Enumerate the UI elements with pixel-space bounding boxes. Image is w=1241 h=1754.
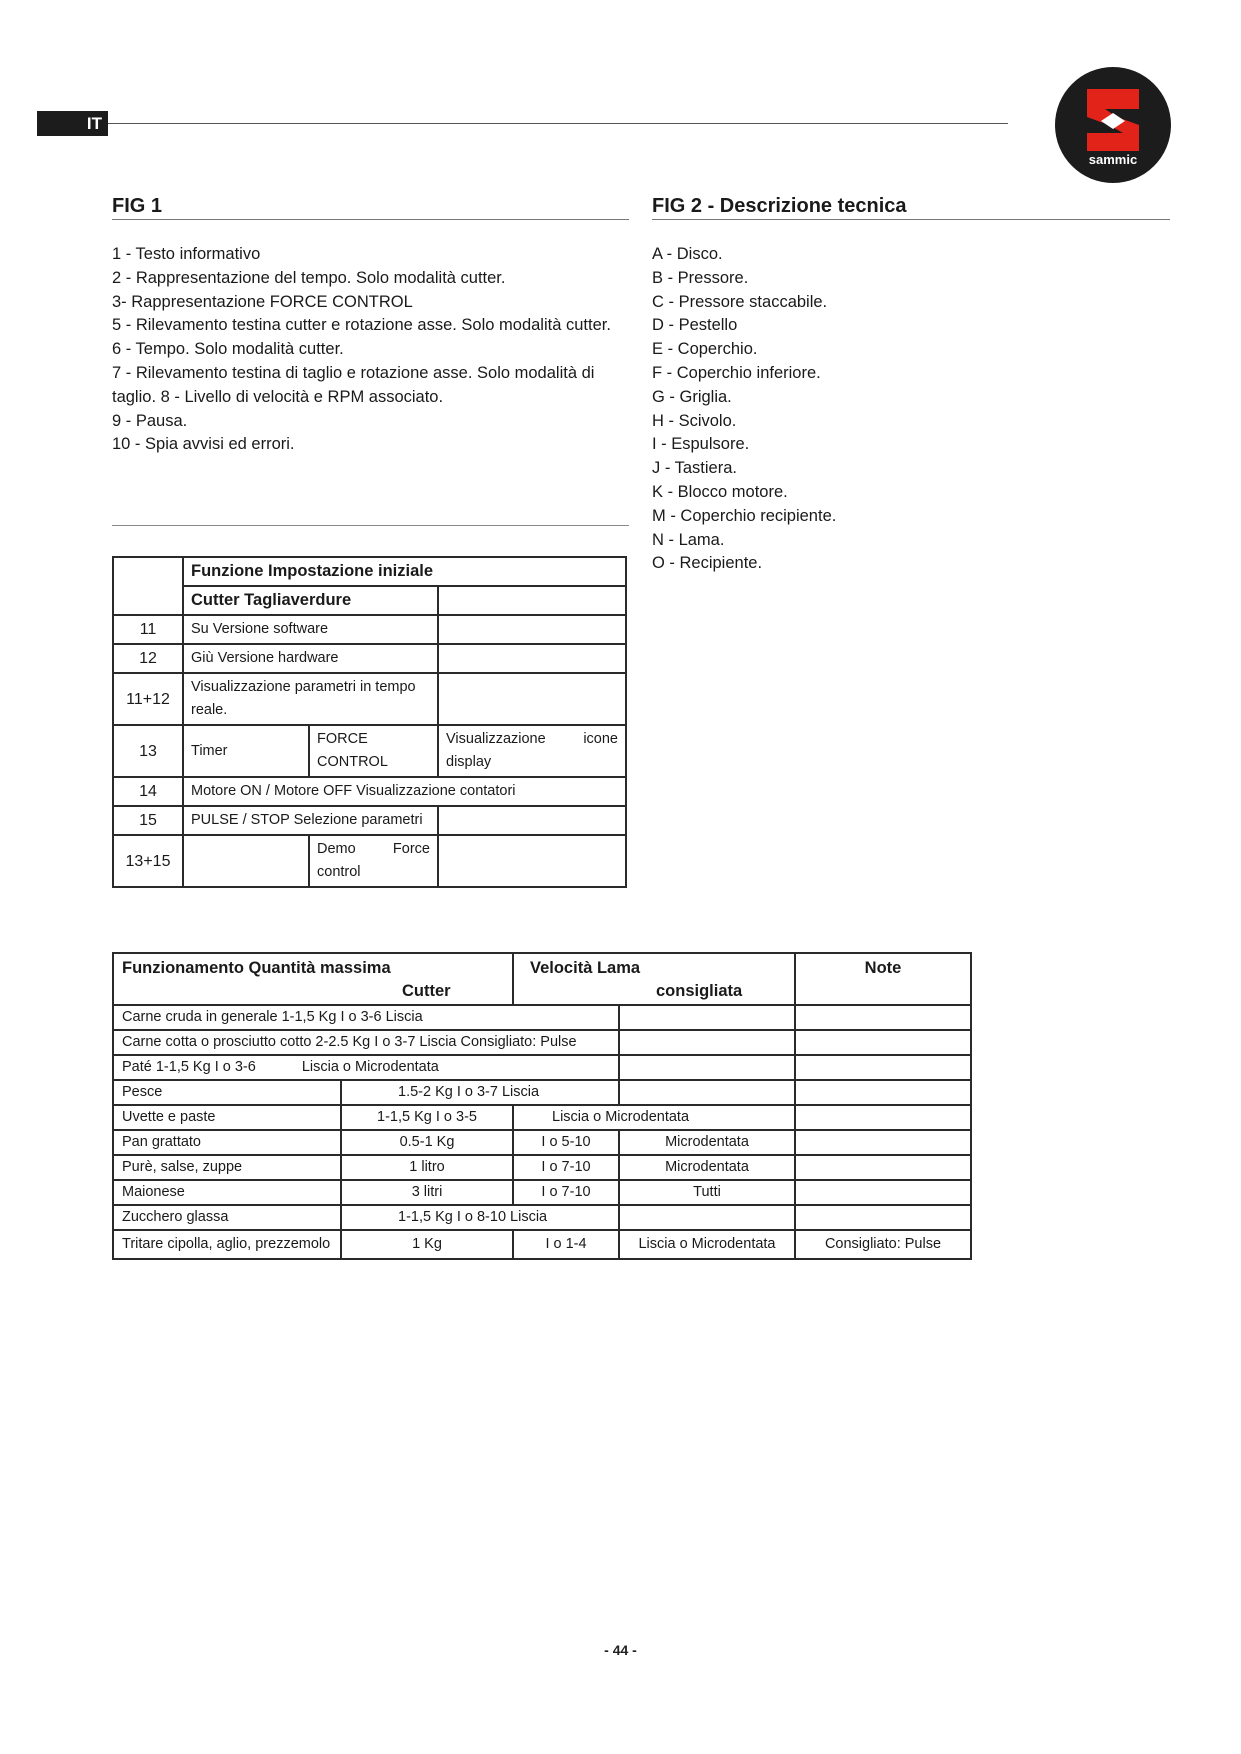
table-cell: Zucchero glassa	[113, 1205, 341, 1230]
fig1-heading: FIG 1	[112, 195, 629, 220]
header-line: Velocità Lama	[530, 959, 641, 977]
table-cell: Liscia o Microdentata	[619, 1230, 795, 1259]
table-cell	[795, 1155, 971, 1180]
header-line: consigliata	[656, 982, 743, 1000]
table-cell: Visualizzazione parametri in tempo reale.	[183, 673, 438, 725]
table-header-row	[113, 557, 626, 586]
brand-text: sammic	[1088, 152, 1138, 167]
table-cell: Tutti	[619, 1180, 795, 1205]
sammic-logo	[1053, 65, 1173, 185]
table-cell: Demo Force control	[309, 835, 438, 887]
header-rule	[108, 123, 1008, 124]
table-cell: I o 1-4	[513, 1230, 619, 1259]
list-item: K - Blocco motore.	[652, 482, 788, 501]
table-row	[113, 1080, 971, 1105]
table-row	[113, 1055, 971, 1080]
list-item: E - Coperchio.	[652, 340, 758, 359]
table-cell: Pesce	[113, 1080, 341, 1105]
list-item: 10 - Spia avvisi ed errori.	[112, 435, 295, 454]
table-key-cell: 12	[113, 644, 183, 673]
list-item: I - Espulsore.	[652, 435, 750, 454]
list-item: O - Recipiente.	[652, 554, 763, 573]
table-cell	[795, 1080, 971, 1105]
list-item: B - Pressore.	[652, 268, 749, 287]
language-tab: IT	[37, 111, 108, 136]
table-cell	[438, 673, 626, 725]
table-row	[113, 644, 626, 673]
fig2-list	[652, 243, 1052, 576]
table-cell: Carne cotta o prosciutto cotto 2-2.5 Kg I o 3-7 Liscia Consigliato: Pulse	[113, 1030, 619, 1055]
list-item: C - Pressore staccabile.	[652, 292, 828, 311]
table-row	[113, 673, 626, 725]
table-cell: Liscia o Microdentata	[513, 1105, 795, 1130]
table-row	[113, 1155, 971, 1180]
table-cell: I o 7-10	[513, 1180, 619, 1205]
table-cell	[183, 835, 309, 887]
table-cell	[795, 1205, 971, 1230]
table-cell: Tritare cipolla, aglio, prezzemolo	[113, 1230, 341, 1259]
list-item: J - Tastiera.	[652, 459, 737, 478]
settings-table	[112, 556, 627, 888]
table-row	[113, 1005, 971, 1030]
section-divider	[112, 525, 629, 526]
table-row	[113, 1230, 971, 1259]
table-key-cell: 13+15	[113, 835, 183, 887]
table-cell: Consigliato: Pulse	[795, 1230, 971, 1259]
list-item: N - Lama.	[652, 530, 725, 549]
table-row	[113, 615, 626, 644]
table-key-cell: 11	[113, 615, 183, 644]
table-cell: 1-1,5 Kg I o 8-10 Liscia	[341, 1205, 619, 1230]
list-item: 1 - Testo informativo	[112, 245, 261, 263]
table-cell: Microdentata	[619, 1130, 795, 1155]
table-header-cell	[513, 953, 795, 1005]
table-header-cell	[113, 953, 513, 1005]
list-item: G - Griglia.	[652, 387, 732, 406]
cell-text: Paté 1-1,5 Kg I o 3-6	[122, 1059, 256, 1075]
table-cell	[438, 586, 626, 615]
table-cell: 1 litro	[341, 1155, 513, 1180]
table-key-cell: 14	[113, 777, 183, 806]
table-cell: I o 5-10	[513, 1130, 619, 1155]
list-item: 5 - Rilevamento testina cutter e rotazione asse. Solo modalità cutter.	[112, 316, 611, 335]
table-cell: Pan grattato	[113, 1130, 341, 1155]
table-cell	[438, 806, 626, 835]
table-row	[113, 806, 626, 835]
list-item: F - Coperchio inferiore.	[652, 363, 821, 382]
table-row	[113, 835, 626, 887]
table-row	[113, 1105, 971, 1130]
table-cell	[795, 1055, 971, 1080]
table-cell: 0.5-1 Kg	[341, 1130, 513, 1155]
list-item: 3- Rappresentazione FORCE CONTROL	[112, 292, 413, 311]
list-item: H - Scivolo.	[652, 411, 737, 430]
table-row	[113, 1030, 971, 1055]
fig1-list	[112, 243, 624, 457]
table-cell: Microdentata	[619, 1155, 795, 1180]
table-cell	[113, 1055, 619, 1080]
sammic-logo-icon	[1053, 65, 1173, 185]
list-item: A - Disco.	[652, 245, 723, 263]
table-row	[113, 725, 626, 777]
table-header-row	[113, 953, 971, 1005]
table-cell: Carne cruda in generale 1-1,5 Kg I o 3-6 Liscia	[113, 1005, 619, 1030]
list-item: 2 - Rappresentazione del tempo. Solo modalità cutter.	[112, 268, 506, 287]
table-cell: Uvette e paste	[113, 1105, 341, 1130]
function-table	[112, 952, 972, 1260]
table-key-cell: 15	[113, 806, 183, 835]
table-header-row	[113, 586, 626, 615]
header-line: Funzionamento Quantità massima	[122, 959, 391, 977]
table-cell: 3 litri	[341, 1180, 513, 1205]
table-cell	[795, 1130, 971, 1155]
table-cell	[795, 1030, 971, 1055]
list-item: M - Coperchio recipiente.	[652, 506, 837, 525]
table-cell	[619, 1205, 795, 1230]
table-cell: PULSE / STOP Selezione parametri	[183, 806, 438, 835]
table-cell: Giù Versione hardware	[183, 644, 438, 673]
table-cell	[619, 1030, 795, 1055]
table-key-cell: 13	[113, 725, 183, 777]
table-row	[113, 1180, 971, 1205]
table-cell	[795, 1180, 971, 1205]
table-cell	[795, 1105, 971, 1130]
table-cell: Purè, salse, zuppe	[113, 1155, 341, 1180]
table-cell: Timer	[183, 725, 309, 777]
table-row	[113, 1205, 971, 1230]
table-header-cell: Funzione Impostazione iniziale	[183, 557, 626, 586]
table-header-cell: Cutter Tagliaverdure	[183, 586, 438, 615]
table-cell: Motore ON / Motore OFF Visualizzazione contatori	[183, 777, 626, 806]
table-cell: I o 7-10	[513, 1155, 619, 1180]
table-cell: 1-1,5 Kg I o 3-5	[341, 1105, 513, 1130]
table-cell	[795, 1005, 971, 1030]
table-cell: Su Versione software	[183, 615, 438, 644]
cell-text: Liscia o Microdentata	[301, 1059, 439, 1075]
table-row	[113, 777, 626, 806]
table-cell: Visualizzazione icone display	[438, 725, 626, 777]
table-key-cell: 11+12	[113, 673, 183, 725]
fig2-heading: FIG 2 - Descrizione tecnica	[652, 195, 1170, 220]
table-cell: 1.5-2 Kg I o 3-7 Liscia	[341, 1080, 619, 1105]
list-item: D - Pestello	[652, 316, 738, 335]
table-cell	[619, 1005, 795, 1030]
table-cell	[438, 835, 626, 887]
list-item: 9 - Pausa.	[112, 411, 188, 430]
table-cell: Maionese	[113, 1180, 341, 1205]
table-cell: 1 Kg	[341, 1230, 513, 1259]
table-cell	[619, 1080, 795, 1105]
table-header-cell: Note	[795, 953, 971, 1005]
list-item: 6 - Tempo. Solo modalità cutter.	[112, 340, 344, 359]
table-cell	[438, 644, 626, 673]
table-cell	[438, 615, 626, 644]
page-number: - 44 -	[604, 1642, 637, 1658]
table-cell	[113, 557, 183, 615]
table-cell: FORCE CONTROL	[309, 725, 438, 777]
table-cell	[619, 1055, 795, 1080]
header-line: Cutter	[402, 982, 451, 1000]
table-row	[113, 1130, 971, 1155]
list-item: 7 - Rilevamento testina di taglio e rotazione asse. Solo modalità di taglio. 8 - Livello di velocità e RPM associato.	[112, 363, 595, 406]
